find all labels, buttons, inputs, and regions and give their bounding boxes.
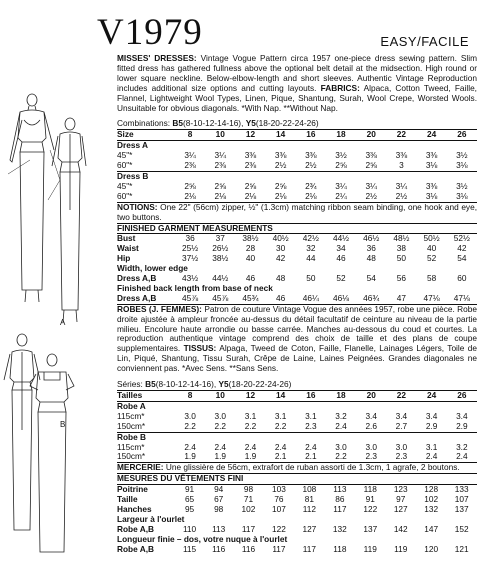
measurement-cell: 113 bbox=[212, 523, 226, 534]
yardage-cell: 2½ bbox=[395, 190, 408, 201]
table-row bbox=[117, 443, 477, 453]
yardage-cell: 2.2 bbox=[244, 420, 257, 431]
measurement-cell: 37½ bbox=[182, 253, 199, 264]
yardage-cell: 2.1 bbox=[305, 451, 317, 462]
yardage-cell: 3⅛ bbox=[456, 190, 468, 201]
size-cell: 10 bbox=[205, 130, 235, 141]
yardage-cell: 2⅛ bbox=[305, 190, 317, 201]
measurement-cell: 40 bbox=[245, 253, 256, 264]
yardage-cell: 3 bbox=[399, 160, 404, 171]
combo-y5: Y5 bbox=[245, 118, 256, 129]
size-cell: 12 bbox=[235, 130, 265, 141]
fabrics-body-fr: Alpaga, Tweed de Coton, Faille, Flanelle, Lainages Légers, Toile de Lin, Piqué, Shantung, Tissu Surah, Crêpe de Laine, Laines Peignées. Grandes diagonales ne conviennent pas. *Avec Sens. **Sans Sens. bbox=[117, 343, 477, 374]
yardage-cell: 1.9 bbox=[184, 451, 196, 462]
size-row-en bbox=[117, 130, 477, 141]
yardage-cell: 3⅛ bbox=[425, 160, 438, 171]
size-label: Size bbox=[117, 130, 175, 141]
measurement-cell: 117 bbox=[302, 543, 316, 554]
table-row bbox=[117, 161, 477, 171]
yardage-cell: 2.9 bbox=[425, 420, 438, 431]
measurement-cell: 43½ bbox=[182, 273, 199, 284]
yardage-cell: 3¼ bbox=[184, 150, 196, 161]
measurement-cell: 128 bbox=[424, 484, 439, 495]
measurement-cell: 71 bbox=[243, 494, 254, 505]
fabrics-title-en: FABRICS: bbox=[320, 82, 360, 93]
description-body-en: Vintage Vogue Pattern circa 1957 one-piece dress sewing pattern. Slim fitted dress has gathered fullness above the optional belt detail at the midsection. High round or lower square neckline. Below-elbow-length and short sleeves. Authentic Vintage Reproduction includes additional size options and cutting layouts. bbox=[117, 53, 478, 93]
mercerie-fr bbox=[117, 462, 477, 473]
size-cell: 16 bbox=[296, 130, 326, 141]
yardage-cell: 3.1 bbox=[305, 410, 317, 421]
dress-b-heading: Dress B bbox=[117, 170, 149, 181]
measurement-cell: 26½ bbox=[212, 243, 229, 254]
measurement-cell: 108 bbox=[302, 484, 317, 495]
table-row bbox=[117, 294, 477, 304]
description-title-en: MISSES' DRESSES: bbox=[117, 53, 197, 63]
back-length-title-fr: Longueur finie – dos, votre nuque à l'ourlet bbox=[117, 533, 288, 544]
measurement-cell: 46¼ bbox=[302, 292, 319, 303]
measurement-cell: 91 bbox=[365, 494, 375, 505]
measurement-cell: 42½ bbox=[302, 233, 319, 244]
measurement-cell: 44½ bbox=[332, 233, 350, 244]
yardage-cell: 3⅜ bbox=[244, 150, 257, 161]
yardage-cell: 3⅜ bbox=[274, 150, 287, 161]
table-row bbox=[117, 422, 477, 432]
pattern-number: V1979 bbox=[97, 12, 203, 53]
width-lower-title-fr: Largeur à l'ourlet bbox=[117, 513, 185, 524]
size-cell: 24 bbox=[417, 130, 447, 141]
measurement-cell: 137 bbox=[454, 503, 469, 514]
measurement-cell: 112 bbox=[302, 503, 316, 514]
measurement-cell: 48½ bbox=[393, 233, 410, 244]
yardage-cell: 2⅝ bbox=[244, 180, 257, 191]
view-a-label: A bbox=[60, 318, 66, 327]
measurement-cell: 47⅛ bbox=[453, 292, 470, 303]
measurement-cell: 65 bbox=[184, 494, 195, 505]
combinations-label: Combinations: bbox=[117, 118, 171, 129]
size-cell: 24 bbox=[417, 391, 447, 402]
fabrics-title-fr: TISSUS: bbox=[183, 343, 217, 354]
yardage-cell: 2⅜ bbox=[244, 160, 257, 171]
measurement-cell: 122 bbox=[272, 523, 286, 534]
table-row bbox=[117, 244, 477, 254]
yardage-cell: 3.0 bbox=[395, 441, 408, 452]
measurement-cell: 60 bbox=[457, 273, 467, 284]
yardage-cell: 2.1 bbox=[274, 451, 287, 462]
measurement-label: Robe A,B bbox=[117, 523, 155, 534]
combo-b5: B5 bbox=[145, 379, 156, 390]
yardage-cell: 3⅜ bbox=[425, 150, 438, 161]
yardage-cell: 3.1 bbox=[274, 410, 287, 421]
measurement-cell: 98 bbox=[243, 484, 254, 495]
measurement-cell: 76 bbox=[274, 494, 284, 505]
measurement-cell: 44 bbox=[306, 253, 316, 264]
table-row bbox=[117, 412, 477, 422]
size-cell: 26 bbox=[447, 130, 477, 141]
combinations-fr bbox=[117, 380, 477, 390]
yardage-cell: 3½ bbox=[456, 180, 468, 191]
yardage-cell: 3.2 bbox=[335, 410, 347, 421]
measurement-cell: 98 bbox=[214, 503, 224, 514]
combinations-en bbox=[117, 119, 477, 129]
measurement-cell: 50 bbox=[306, 273, 316, 284]
measurement-cell: 115 bbox=[182, 543, 197, 554]
measurement-cell: 48 bbox=[366, 253, 376, 264]
measurement-cell: 34 bbox=[336, 243, 346, 254]
measurement-cell: 127 bbox=[302, 523, 317, 534]
measurement-label: Hanches bbox=[117, 503, 152, 514]
yardage-cell: 2.4 bbox=[184, 441, 196, 452]
measurements-title-en: FINISHED GARMENT MEASUREMENTS bbox=[117, 223, 477, 234]
french-description bbox=[117, 304, 477, 374]
combinations-label: Séries: bbox=[117, 379, 143, 390]
measurement-cell: 110 bbox=[182, 523, 197, 534]
yardage-cell: 2⅛ bbox=[214, 190, 227, 201]
measurement-cell: 58 bbox=[426, 273, 437, 284]
yardage-cell: 2.4 bbox=[214, 441, 227, 452]
notions-en bbox=[117, 202, 477, 223]
combo-b5-sizes: (8-10-12-14-16), bbox=[182, 118, 244, 129]
measurement-cell: 116 bbox=[241, 543, 256, 554]
table-row bbox=[117, 495, 477, 505]
size-cell: 26 bbox=[447, 391, 477, 402]
measurement-cell: 142 bbox=[393, 523, 408, 534]
yardage-cell: 2⅜ bbox=[184, 160, 196, 171]
yardage-cell: 3½ bbox=[335, 150, 347, 161]
measurement-cell: 86 bbox=[335, 494, 345, 505]
yardage-cell: 3.2 bbox=[456, 441, 468, 452]
table-row bbox=[117, 182, 477, 192]
measurement-cell: 47⅛ bbox=[423, 292, 440, 303]
table-row bbox=[117, 485, 477, 495]
yardage-cell: 2¾ bbox=[305, 180, 317, 191]
description-body-fr: Patron de couture Vintage Vogue des années 1957, robe une pièce. Robe droite ajustée à ampleur froncée au-dessus du détail facultatif de ceinture au niveau de la partie milieu. Encolure haute arrondie ou basse carrée. Manches au-dessous du coud et courtes. La reproduction authentique vintage comprend des choix de taille et des plans de coupe supplementaires. bbox=[117, 303, 477, 354]
robe-b-heading: Robe B bbox=[117, 431, 147, 442]
measurement-label: Taille bbox=[117, 494, 138, 505]
measurement-cell: 36 bbox=[185, 233, 195, 244]
measurement-cell: 107 bbox=[272, 503, 286, 514]
measurement-cell: 46 bbox=[276, 292, 286, 303]
measurement-cell: 118 bbox=[363, 484, 377, 495]
yardage-cell: 3.0 bbox=[365, 441, 377, 452]
fabric-width: 150cm* bbox=[117, 451, 146, 462]
yardage-cell: 2.2 bbox=[214, 420, 227, 431]
measurement-cell: 91 bbox=[184, 484, 195, 495]
measurement-cell: 119 bbox=[363, 543, 377, 554]
yardage-cell: 3⅜ bbox=[305, 150, 317, 161]
pattern-info bbox=[117, 54, 477, 555]
measurement-cell: 48 bbox=[276, 273, 286, 284]
fabric-width: 45"* bbox=[117, 150, 133, 161]
measurement-cell: 32 bbox=[306, 243, 316, 254]
yardage-cell: 2⅝ bbox=[365, 160, 377, 171]
measurements-table-fr bbox=[117, 473, 477, 554]
yardage-cell: 2.4 bbox=[456, 451, 468, 462]
measurement-cell: 45¾ bbox=[242, 292, 259, 303]
measurement-cell: 42 bbox=[457, 243, 467, 254]
measurement-cell: 45⅞ bbox=[182, 292, 199, 303]
yardage-cell: 3⅜ bbox=[365, 150, 377, 161]
measurement-cell: 118 bbox=[333, 543, 347, 554]
measurement-cell: 113 bbox=[333, 484, 347, 495]
yardage-cell: 2⅝ bbox=[274, 180, 287, 191]
measurement-cell: 30 bbox=[276, 243, 286, 254]
size-cell: 8 bbox=[175, 391, 205, 402]
measurements-title-fr: MESURES DU VÊTEMENTS FINI bbox=[117, 474, 477, 485]
measurement-cell: 127 bbox=[393, 503, 408, 514]
measurement-cell: 147 bbox=[424, 523, 439, 534]
fabric-width: 150cm* bbox=[117, 420, 146, 431]
measurement-label: Poitrine bbox=[117, 484, 148, 495]
dress-sketch-image bbox=[0, 90, 104, 560]
measurement-cell: 45⅞ bbox=[212, 292, 229, 303]
yardage-cell: 3.0 bbox=[335, 441, 347, 452]
yardage-cell: 3¼ bbox=[365, 180, 377, 191]
yardage-cell: 3.1 bbox=[244, 410, 257, 421]
measurement-label: Robe A,B bbox=[117, 543, 155, 554]
measurement-cell: 40½ bbox=[272, 233, 289, 244]
fabric-width: 60"* bbox=[117, 160, 133, 171]
measurement-cell: 46 bbox=[336, 253, 346, 264]
yardage-cell: 2.4 bbox=[305, 441, 317, 452]
yardage-cell: 3.4 bbox=[365, 410, 377, 421]
measurement-label: Bust bbox=[117, 233, 136, 244]
yardage-cell: 3.0 bbox=[214, 410, 227, 421]
measurement-cell: 132 bbox=[424, 503, 439, 514]
fabric-width: 115cm* bbox=[117, 410, 145, 421]
measurement-cell: 81 bbox=[304, 494, 314, 505]
measurement-cell: 38 bbox=[396, 243, 407, 254]
yardage-table-fr bbox=[117, 390, 477, 462]
yardage-cell: 2½ bbox=[365, 190, 377, 201]
measurement-cell: 25½ bbox=[182, 243, 199, 254]
size-cell: 20 bbox=[356, 391, 386, 402]
measurement-cell: 116 bbox=[212, 543, 226, 554]
measurement-cell: 102 bbox=[424, 494, 439, 505]
size-cell: 12 bbox=[235, 391, 265, 402]
measurement-cell: 103 bbox=[272, 484, 286, 495]
size-cell: 16 bbox=[296, 391, 326, 402]
fabric-width: 115cm* bbox=[117, 441, 145, 452]
measurement-cell: 56 bbox=[396, 273, 407, 284]
yardage-cell: 1.9 bbox=[214, 451, 227, 462]
yardage-cell: 3.1 bbox=[425, 441, 438, 452]
size-cell: 8 bbox=[175, 130, 205, 141]
yardage-cell: 2.4 bbox=[244, 441, 257, 452]
table-row bbox=[117, 234, 477, 244]
mercerie-body: Une glissière de 56cm, extrafort de ruban assorti de 1.3cm, 1 agrafe, 2 boutons. bbox=[165, 462, 460, 473]
combo-b5: B5 bbox=[172, 118, 183, 129]
back-length-title: Finished back length from base of neck bbox=[117, 282, 273, 293]
yardage-cell: 2⅝ bbox=[335, 160, 347, 171]
measurement-cell: 38½ bbox=[242, 233, 259, 244]
yardage-cell: 2¼ bbox=[335, 190, 347, 201]
measurement-label: Hip bbox=[117, 253, 131, 264]
yardage-cell: 1.9 bbox=[244, 451, 257, 462]
measurement-cell: 44½ bbox=[212, 273, 229, 284]
measurement-label: Dress A,B bbox=[117, 273, 157, 284]
fabric-width: 45"* bbox=[117, 180, 133, 191]
yardage-cell: 3⅜ bbox=[395, 150, 408, 161]
combo-y5-sizes: (18-20-22-24-26) bbox=[255, 118, 319, 129]
combo-b5-sizes: (8-10-12-14-16), bbox=[155, 379, 217, 390]
measurement-cell: 119 bbox=[394, 543, 408, 554]
measurement-cell: 123 bbox=[393, 484, 408, 495]
measurement-cell: 133 bbox=[454, 484, 469, 495]
yardage-cell: 2.2 bbox=[335, 451, 347, 462]
width-lower-title: Width, lower edge bbox=[117, 263, 188, 274]
measurement-cell: 117 bbox=[333, 503, 347, 514]
measurement-cell: 54 bbox=[457, 253, 467, 264]
combo-y5: Y5 bbox=[218, 379, 229, 390]
yardage-cell: 2⅝ bbox=[214, 180, 227, 191]
yardage-cell: 2⅛ bbox=[184, 190, 196, 201]
measurement-cell: 152 bbox=[454, 523, 469, 534]
yardage-cell: 2.7 bbox=[395, 420, 408, 431]
measurement-cell: 28 bbox=[245, 243, 256, 254]
combo-y5-sizes: (18-20-22-24-26) bbox=[228, 379, 292, 390]
yardage-cell: 2½ bbox=[274, 160, 287, 171]
yardage-cell: 2.4 bbox=[274, 441, 287, 452]
dress-illustrations bbox=[0, 90, 104, 560]
size-cell: 18 bbox=[326, 130, 356, 141]
measurement-cell: 52½ bbox=[453, 233, 470, 244]
measurement-cell: 95 bbox=[184, 503, 195, 514]
size-cell: 22 bbox=[386, 130, 416, 141]
measurement-cell: 42 bbox=[276, 253, 286, 264]
measurement-cell: 97 bbox=[396, 494, 406, 505]
description-title-fr: ROBES (J. FEMMES): bbox=[117, 303, 202, 314]
yardage-cell: 2⅜ bbox=[214, 160, 227, 171]
yardage-cell: 3.4 bbox=[456, 410, 468, 421]
notions-title: NOTIONS: bbox=[117, 201, 158, 212]
measurement-cell: 36 bbox=[366, 243, 376, 254]
yardage-cell: 2.3 bbox=[365, 451, 377, 462]
measurement-cell: 132 bbox=[332, 523, 347, 534]
yardage-cell: 3.0 bbox=[184, 410, 196, 421]
yardage-cell: 3⅜ bbox=[425, 180, 438, 191]
difficulty-label: EASY/FACILE bbox=[380, 34, 469, 49]
measurement-cell: 107 bbox=[454, 494, 469, 505]
yardage-cell: 2⅛ bbox=[274, 190, 287, 201]
yardage-cell: 3¼ bbox=[214, 150, 227, 161]
table-row bbox=[117, 192, 477, 202]
table-row bbox=[117, 151, 477, 161]
yardage-cell: 3½ bbox=[456, 150, 468, 161]
measurement-cell: 52 bbox=[336, 273, 346, 284]
measurement-cell: 37 bbox=[215, 233, 225, 244]
measurement-cell: 94 bbox=[214, 484, 224, 495]
fabrics-body-en: Alpaca, Cotton Tweed, Faille, Flannel, Lightweight Wool Types, Linen, Pique, Shantung, Surah, Wool Crepe, Worsted Wools. Unsuitable for obvious diagonals. *With Nap. **Without Nap. bbox=[117, 82, 477, 113]
size-cell: 14 bbox=[266, 130, 296, 141]
measurement-cell: 46¾ bbox=[363, 292, 380, 303]
size-cell: 22 bbox=[386, 391, 416, 402]
yardage-cell: 2.4 bbox=[425, 451, 438, 462]
measurement-cell: 46⅛ bbox=[332, 292, 350, 303]
robe-a-heading: Robe A bbox=[117, 400, 146, 411]
yardage-cell: 2.3 bbox=[305, 420, 317, 431]
yardage-cell: 2.2 bbox=[274, 420, 287, 431]
yardage-cell: 2.9 bbox=[456, 420, 468, 431]
size-label: Tailles bbox=[117, 391, 175, 402]
measurement-cell: 67 bbox=[214, 494, 224, 505]
yardage-cell: 3.4 bbox=[425, 410, 438, 421]
english-description bbox=[117, 54, 477, 113]
measurement-cell: 47 bbox=[396, 292, 407, 303]
measurement-cell: 38½ bbox=[212, 253, 229, 264]
measurement-cell: 120 bbox=[424, 543, 439, 554]
notions-body: One 22" (56cm) zipper, ½" (1.3cm) matching ribbon seam binding, one hook and eye, two buttons. bbox=[117, 201, 477, 222]
measurement-label: Waist bbox=[117, 243, 139, 254]
size-cell: 14 bbox=[266, 391, 296, 402]
measurement-cell: 102 bbox=[241, 503, 256, 514]
yardage-cell: 3¼ bbox=[395, 180, 408, 191]
measurement-cell: 117 bbox=[241, 523, 256, 534]
measurement-cell: 117 bbox=[272, 543, 286, 554]
view-b-label: B bbox=[60, 420, 66, 429]
yardage-cell: 2½ bbox=[305, 160, 317, 171]
measurement-cell: 40 bbox=[426, 243, 437, 254]
table-row bbox=[117, 545, 477, 555]
measurement-cell: 137 bbox=[363, 523, 378, 534]
measurements-table-en bbox=[117, 223, 477, 304]
dress-a-heading: Dress A bbox=[117, 140, 149, 151]
measurement-cell: 46 bbox=[245, 273, 256, 284]
measurement-cell: 122 bbox=[363, 503, 378, 514]
yardage-cell: 3.4 bbox=[395, 410, 408, 421]
measurement-cell: 46½ bbox=[363, 233, 380, 244]
yardage-cell: 3⅛ bbox=[425, 190, 438, 201]
yardage-cell: 3⅛ bbox=[456, 160, 468, 171]
yardage-cell: 2⅝ bbox=[184, 180, 196, 191]
yardage-cell: 2.2 bbox=[184, 420, 196, 431]
yardage-cell: 2.6 bbox=[365, 420, 377, 431]
table-row bbox=[117, 452, 477, 462]
size-cell: 20 bbox=[356, 130, 386, 141]
pattern-header bbox=[97, 14, 483, 54]
yardage-cell: 2⅛ bbox=[244, 190, 257, 201]
fabric-width: 60"* bbox=[117, 190, 133, 201]
measurement-label: Dress A,B bbox=[117, 292, 157, 303]
yardage-cell: 3¼ bbox=[335, 180, 347, 191]
measurement-cell: 50½ bbox=[423, 233, 440, 244]
size-cell: 18 bbox=[326, 391, 356, 402]
measurement-cell: 121 bbox=[454, 543, 469, 554]
measurement-cell: 52 bbox=[426, 253, 437, 264]
yardage-cell: 2.4 bbox=[335, 420, 347, 431]
yardage-table-en bbox=[117, 129, 477, 201]
measurement-cell: 54 bbox=[366, 273, 376, 284]
yardage-cell: 2.3 bbox=[395, 451, 408, 462]
measurement-cell: 50 bbox=[396, 253, 407, 264]
size-cell: 10 bbox=[205, 391, 235, 402]
mercerie-title: MERCERIE: bbox=[117, 462, 164, 473]
